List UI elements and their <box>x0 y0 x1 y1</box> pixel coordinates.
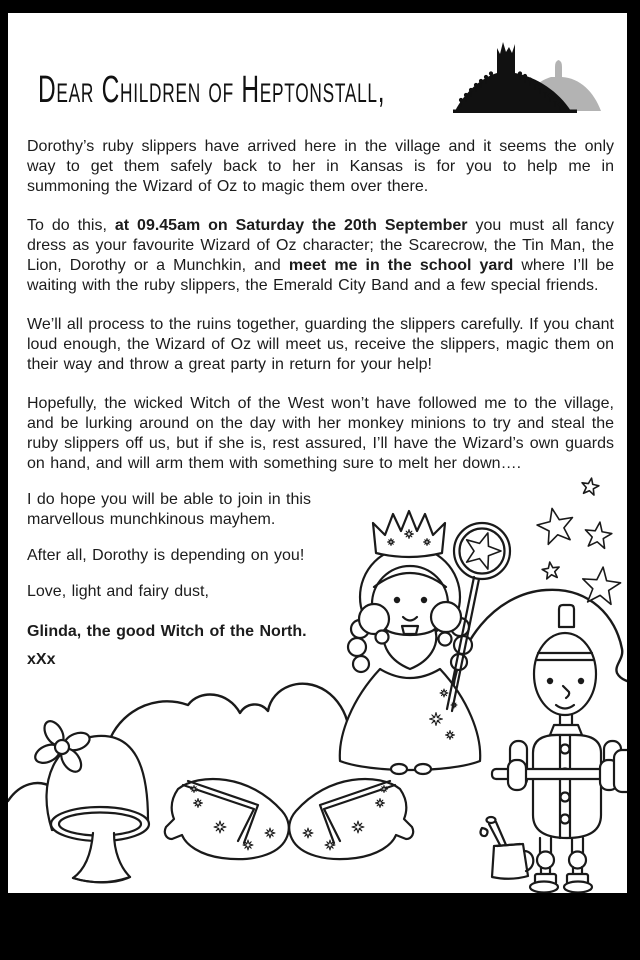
body-text: To do this, <box>27 217 115 234</box>
body-text: Dorothy’s ruby slippers have arrived here in the village and it seems the only way to get them safely back to her in Kansas is for you to help me in summoning the Wizard of Oz to magic them over there. <box>27 138 614 195</box>
bold-text: meet me in the school yard <box>288 257 514 274</box>
hill-base <box>453 110 577 114</box>
letter-paragraph-p1 <box>27 137 614 197</box>
letter-paragraph-p6 <box>27 546 362 566</box>
procession-figures <box>459 71 562 111</box>
left-arm <box>510 741 527 787</box>
letter-body <box>27 137 614 670</box>
body <box>533 735 601 838</box>
letter-paragraph-p3 <box>27 315 614 375</box>
letter-paragraph-p8 <box>27 622 362 642</box>
right-fist <box>600 760 618 790</box>
flower <box>32 718 92 775</box>
collar <box>550 725 582 735</box>
letter-page <box>8 13 627 893</box>
body-text: where I’ll be waiting with the ruby slippers, the Emerald City Band and a few special friends. <box>27 257 614 294</box>
letter-paragraph-p4 <box>27 394 614 474</box>
body-text: We’ll all process to the ruins together, guarding the slippers carefully. If you chant loud enough, the Wizard of Oz will meet us, receive the slippers, magic them on their way and throw a great party in return for your help! <box>27 316 614 373</box>
ruby-slippers-illustration <box>165 779 413 859</box>
body-text: Hopefully, the wicked Witch of the West won’t have followed me to the village, and be lurking around on the day with her monkey minions to try and steal the ruby slippers off us, but if she is, rest assured, I’ll have the Wizard’s own guards on hand, and will arm them with something sure to melt her down…. <box>27 395 614 472</box>
letter-paragraph-p7 <box>27 582 362 602</box>
body-text: After all, Dorothy is depending on you! <box>27 547 305 564</box>
left-fist <box>508 760 526 790</box>
hilltop-ruin-illustration <box>447 40 612 116</box>
skirt <box>340 669 480 770</box>
bold-text: xXx <box>27 651 56 668</box>
gray-hill <box>529 60 601 111</box>
body-text: you must all fancy dress as your favourite Wizard of Oz character; the Scarecrow, the Tin Man, the Lion, Dorothy or a Munchkin, and <box>27 217 615 274</box>
right-arm <box>604 741 621 787</box>
oil-can-illustration <box>481 817 534 879</box>
bold-text: at 09.45am on Saturday the 20th September <box>114 217 468 234</box>
letter-paragraph-p5 <box>27 490 362 530</box>
axe-head <box>614 750 627 792</box>
body-text: Love, light and fairy dust, <box>27 583 209 600</box>
letter-paragraph-p9 <box>27 650 362 670</box>
letter-paragraph-p2 <box>27 216 614 296</box>
toadstool-illustration <box>32 718 149 882</box>
black-hill-and-tower <box>455 42 571 111</box>
bold-text: Glinda, the good Witch of the North. <box>27 623 307 640</box>
axe-handle <box>492 769 627 779</box>
body-text: I do hope you will be able to join in this marvellous munchkinous mayhem. <box>27 491 311 528</box>
letter-salutation: Dear Children of Heptonstall, <box>38 68 386 112</box>
legs <box>530 838 592 893</box>
